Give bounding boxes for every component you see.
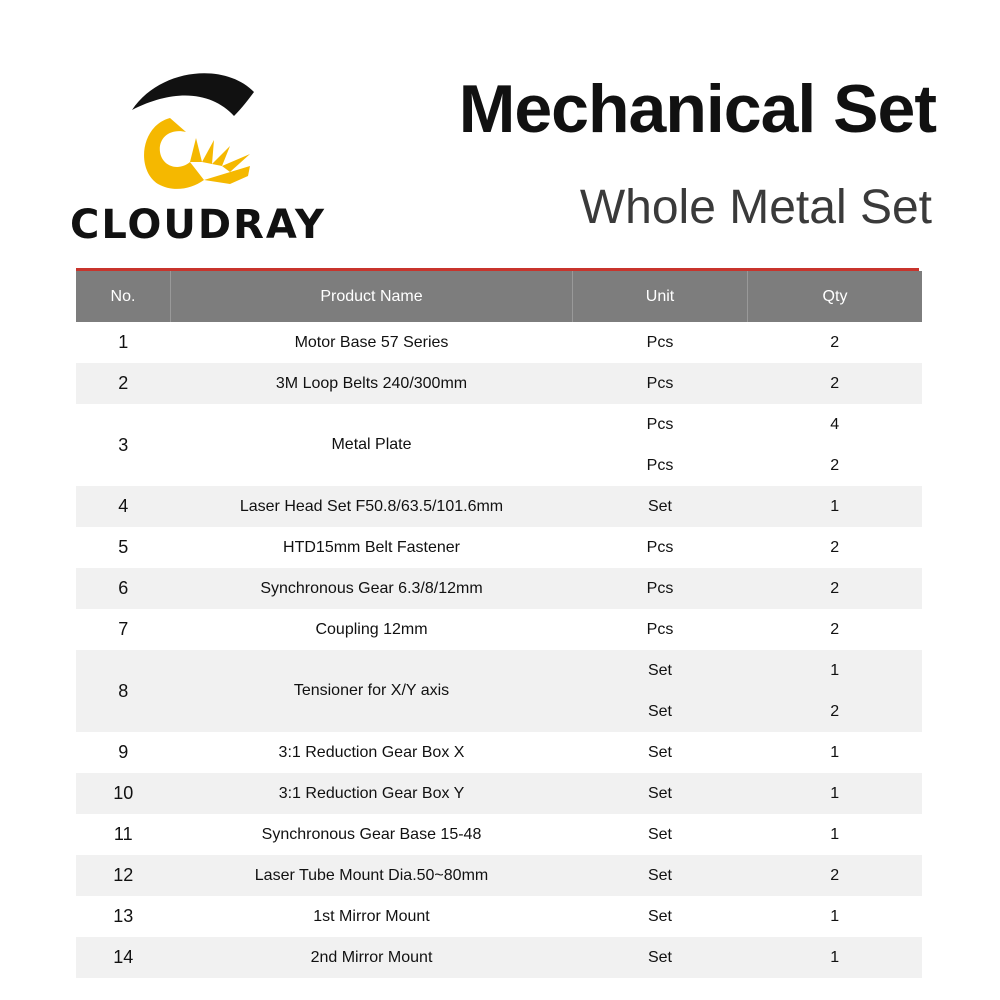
cell-product-name: 3M Loop Belts 240/300mm (171, 363, 573, 404)
table-row (76, 896, 922, 937)
table-row (76, 609, 922, 650)
cell-unit: Pcs (646, 333, 674, 351)
cell-no: 5 (118, 537, 129, 557)
cell-no: 9 (118, 742, 129, 762)
table-row (76, 814, 922, 855)
cell-qty: 4 (830, 415, 840, 433)
header-no: No. (76, 271, 171, 322)
cell-product-name: 1st Mirror Mount (313, 907, 430, 925)
cell-no: 12 (76, 855, 171, 896)
table-row (76, 732, 922, 773)
cell-qty: 1 (830, 743, 840, 761)
table-row (76, 937, 922, 978)
cell-unit: Pcs (646, 538, 674, 556)
table-row (76, 650, 922, 691)
table-row (76, 773, 922, 814)
cell-product-name: 2nd Mirror Mount (171, 937, 573, 978)
cell-qty: 2 (748, 568, 923, 609)
cell-qty: 2 (748, 363, 923, 404)
table-row (76, 527, 922, 568)
table-row (76, 404, 922, 445)
cell-unit: Set (573, 773, 748, 814)
cell-unit: Set (573, 650, 748, 691)
table-header-row (76, 271, 922, 322)
cell-no: 8 (76, 650, 171, 732)
cell-qty: 2 (748, 691, 923, 732)
cell-unit: Set (647, 743, 672, 761)
cell-unit: Set (573, 855, 748, 896)
cell-qty: 1 (748, 773, 923, 814)
cell-unit: Set (573, 937, 748, 978)
table-row (76, 855, 922, 896)
cell-no: 4 (76, 486, 171, 527)
cell-qty: 2 (830, 538, 840, 556)
cell-product-name: HTD15mm Belt Fastener (283, 538, 460, 556)
cell-product-name: Motor Base 57 Series (294, 333, 449, 351)
logo-mark-icon (130, 66, 260, 196)
cell-qty: 2 (830, 456, 840, 474)
cell-no: 14 (76, 937, 171, 978)
cell-unit: Pcs (646, 620, 674, 638)
page-title: Mechanical Set (458, 71, 936, 147)
table-row (76, 363, 922, 404)
parts-table (76, 271, 922, 978)
cell-no: 6 (76, 568, 171, 609)
cell-qty: 1 (830, 825, 840, 843)
cell-unit: Set (573, 691, 748, 732)
cell-qty: 2 (830, 333, 840, 351)
cell-unit: Set (573, 486, 748, 527)
cloudray-logo (60, 60, 330, 260)
page-subtitle: Whole Metal Set (579, 181, 932, 234)
cell-product-name: Metal Plate (331, 436, 412, 453)
cell-qty: 2 (748, 855, 923, 896)
cell-product-name: Tensioner for X/Y axis (171, 650, 573, 732)
cell-product-name: 3:1 Reduction Gear Box X (278, 743, 465, 761)
cell-product-name: Coupling 12mm (315, 620, 428, 638)
cell-product-name: 3:1 Reduction Gear Box Y (171, 773, 573, 814)
header-product-name: Product Name (171, 271, 573, 322)
cell-unit: Pcs (646, 456, 674, 474)
cell-no: 3 (118, 434, 129, 455)
cell-product-name: Laser Tube Mount Dia.50~80mm (171, 855, 573, 896)
cell-no: 1 (118, 332, 129, 352)
cell-no: 2 (76, 363, 171, 404)
cell-qty: 1 (830, 907, 840, 925)
cell-product-name: Synchronous Gear 6.3/8/12mm (171, 568, 573, 609)
cell-qty: 1 (748, 937, 923, 978)
header-qty: Qty (748, 271, 923, 322)
cell-qty: 2 (830, 620, 840, 638)
table-row (76, 486, 922, 527)
cell-unit: Pcs (573, 568, 748, 609)
cell-qty: 1 (748, 486, 923, 527)
header-unit: Unit (573, 271, 748, 322)
parts-table-container (76, 268, 919, 978)
cell-product-name: Synchronous Gear Base 15-48 (261, 825, 482, 843)
cell-no: 7 (118, 619, 129, 639)
cell-unit: Set (647, 907, 672, 925)
table-row (76, 322, 922, 363)
cell-unit: Set (647, 825, 672, 843)
cell-unit: Pcs (646, 415, 674, 433)
cell-no: 11 (113, 824, 133, 844)
cell-no: 10 (76, 773, 171, 814)
table-body (76, 322, 922, 978)
cell-qty: 1 (748, 650, 923, 691)
cell-unit: Pcs (573, 363, 748, 404)
cell-product-name: Laser Head Set F50.8/63.5/101.6mm (171, 486, 573, 527)
brand-name: CLOUDRAY (70, 202, 326, 248)
table-row (76, 568, 922, 609)
cell-no: 13 (113, 906, 134, 926)
